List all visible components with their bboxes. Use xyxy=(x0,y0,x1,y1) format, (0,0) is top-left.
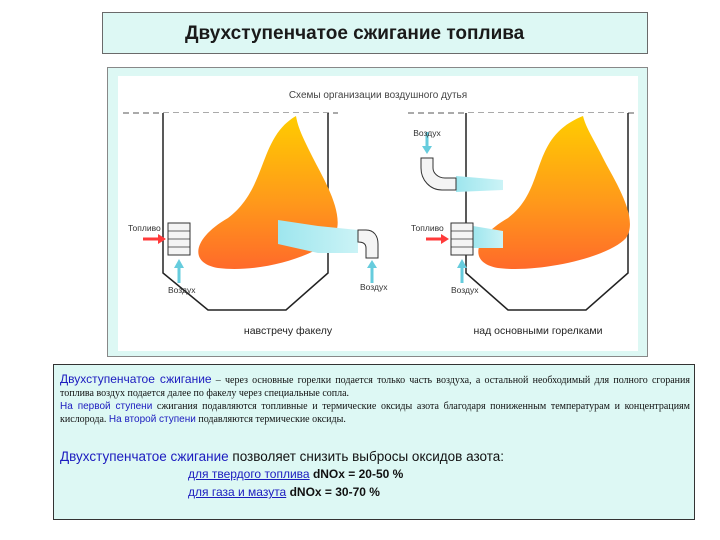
right-air-label: Воздух xyxy=(451,285,479,295)
right-top-air-label: Воздух xyxy=(413,128,441,138)
description-paragraph xyxy=(60,373,690,426)
title-box xyxy=(102,12,648,54)
summary-line xyxy=(60,449,504,464)
description-box xyxy=(53,364,695,520)
stat2-label: для газа и мазута xyxy=(188,485,287,499)
right-caption: над основными горелками xyxy=(473,325,603,337)
diagram-heading: Схемы организации воздушного дутья xyxy=(288,90,468,101)
right-fuel-label: Топливо xyxy=(411,223,444,233)
p1-lead: Двухступенчатое сжигание xyxy=(60,372,212,386)
stat1-value: dNOx = 20-50 % xyxy=(312,467,404,481)
p2-lead: На первой ступени xyxy=(60,401,153,412)
diagram-svg xyxy=(108,68,649,358)
page-title: Двухступенчатое сжигание топлива xyxy=(185,23,525,44)
stat-gas-fuel xyxy=(188,485,380,499)
p1-rest: – через основные горелки подается только часть воздуха, а остальной необходимый для полного сгорания топлива воздух подается далее по факелу через специальные сопла. xyxy=(60,375,690,399)
p3-lead: На второй ступени xyxy=(108,414,196,425)
p2-rest: сжигания подавляются топливные и термические оксиды азота благодаря пониженным температурам и концентрациям кислорода. xyxy=(60,401,690,425)
left-caption: навстречу факелу xyxy=(243,325,333,337)
stat-solid-fuel xyxy=(188,467,403,481)
left-air2-label: Воздух xyxy=(360,282,388,292)
left-fuel-label: Топливо xyxy=(128,223,161,233)
combustion-diagram xyxy=(107,67,648,357)
stat2-value: dNOx = 30-70 % xyxy=(289,485,380,499)
left-air-label: Воздух xyxy=(168,285,196,295)
p3-rest: подавляются термические оксиды. xyxy=(195,414,346,425)
stat1-label: для твердого топлива xyxy=(188,467,310,481)
summary-rest: позволяет снизить выбросы оксидов азота: xyxy=(228,449,504,464)
summary-lead: Двухступенчатое сжигание xyxy=(60,449,229,464)
